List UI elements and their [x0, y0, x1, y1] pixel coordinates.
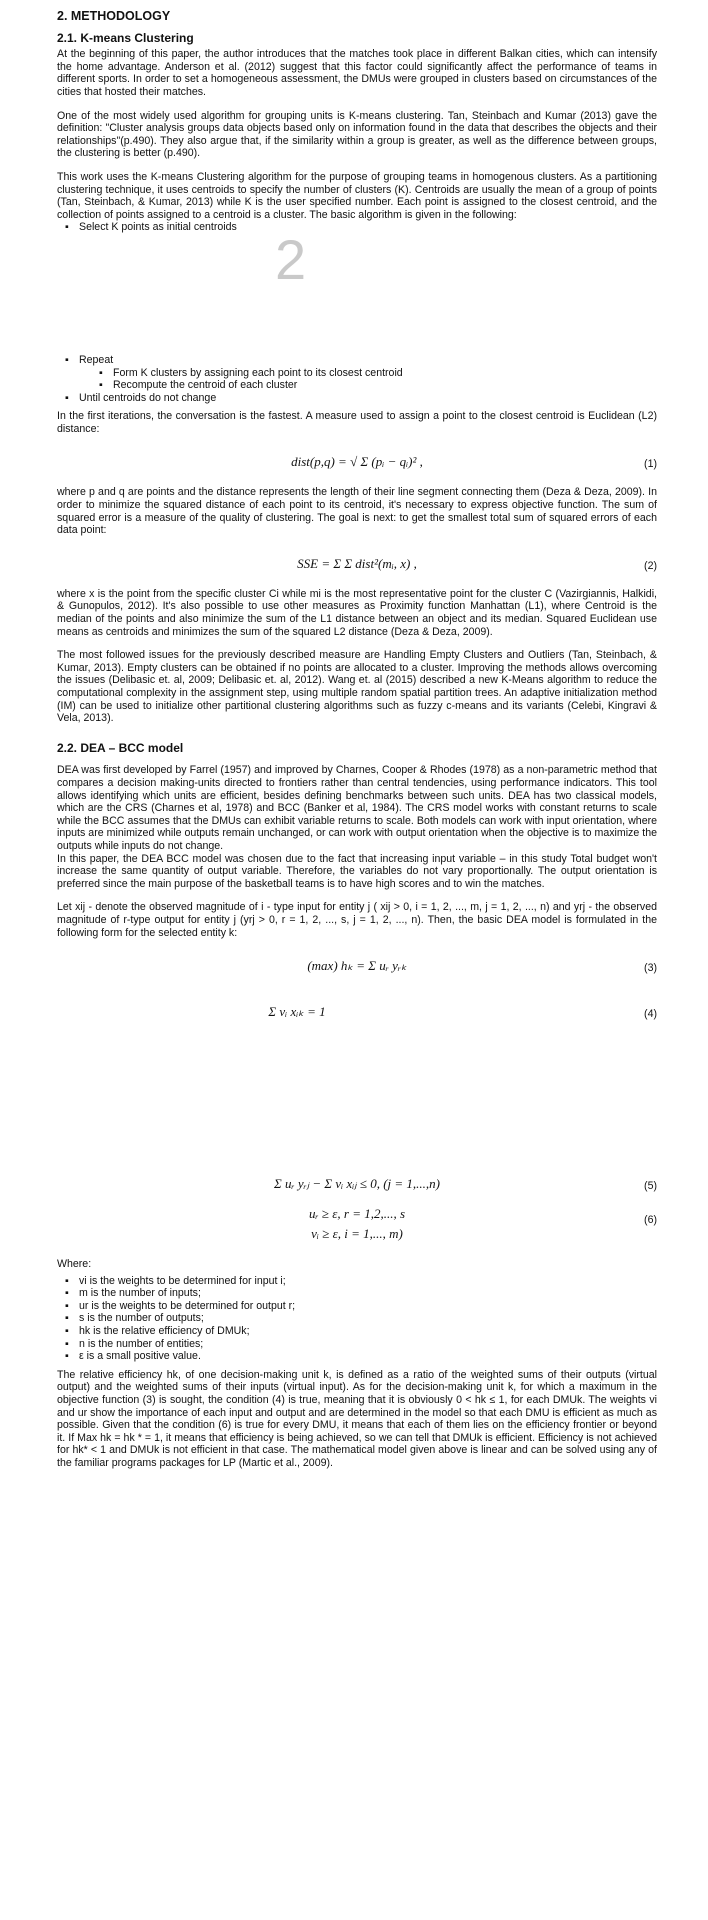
paper-page — [57, 10, 657, 1481]
equation-3-body: (max) hₖ = Σ uᵣ yᵣₖ — [307, 958, 407, 974]
definition-item: ▪ vi is the weights to be determined for input i; — [57, 1275, 657, 1288]
definition-item: ▪ ur is the weights to be determined for output r; — [57, 1300, 657, 1313]
kmeans-paragraph-6: where x is the point from the specific cluster Ci while mi is the most representative point for the cluster C (Vazirgiannis, Halkidi, & Gunopulos, 2012). It's also possible to use other measures as Proximity function Manhattan (L1), where Centroid is the median of the points and also minimize the sum of the L1 distance between an object and its median. Squared Euclidean use means as centroids and minimizes the sum of the squared L2 distance (Deza & Deza, 2009). — [57, 587, 657, 638]
equation-2-body: SSE = Σ Σ dist²(mᵢ, x) , — [297, 555, 417, 571]
algorithm-step-recompute: ▪ Recompute the centroid of each cluster — [57, 379, 657, 392]
equation-5-body: Σ uᵣ yᵣⱼ − Σ vᵢ xᵢⱼ ≤ 0, (j = 1,...,n) — [273, 1176, 441, 1192]
equation-6-line-a: uᵣ ≥ ε, r = 1,2,..., s — [308, 1206, 406, 1222]
algorithm-step-repeat: ▪ Repeat — [57, 354, 657, 367]
blank-area — [57, 1036, 657, 1168]
kmeans-paragraph-1: At the beginning of this paper, the author introduces that the matches took place in different Balkan cities, which can intensify the home advantage. Anderson et al. (2012) suggest that this factor could significantly affect the performance of teams in different sports. In order to set a homogeneous assessment, the DMUs were grouped in clusters based on circumstances of the cities that hosted their matches. — [57, 48, 657, 98]
equation-4-number: (4) — [644, 1008, 657, 1021]
equation-6 — [57, 1208, 657, 1252]
equation-4 — [0, 996, 657, 1036]
kmeans-paragraph-2: One of the most widely used algorithm for grouping units is K-means clustering. Tan, Steinbach and Kumar (2013) gave the definition: "Cluster analysis groups data objects based only on information found in the data that describes the objects and their relationships"(p.490). They also argue that, if the similarity within a group is greater, as well as the difference between groups, the clustering is better (p.490). — [57, 109, 657, 160]
dea-paragraph-2: In this paper, the DEA BCC model was chosen due to the fact that increasing input variable – in this study Total budget won't increase the same quantity of output variable. Therefore, the variables do not vary proportionally. The output orientation is preferred since the main purpose of the basketball teams is to have high scores and to win the matches. — [57, 852, 657, 890]
definition-item: ▪ ε is a small positive value. — [57, 1350, 657, 1363]
section-heading: 2. METHODOLOGY — [57, 9, 171, 23]
equation-5-number: (5) — [644, 1180, 657, 1193]
equation-1 — [57, 446, 657, 486]
algorithm-step-select: ▪ Select K points as initial centroids — [57, 221, 657, 234]
equation-2-number: (2) — [644, 559, 657, 572]
definition-item: ▪ hk is the relative efficiency of DMUk; — [57, 1325, 657, 1338]
kmeans-paragraph-3: This work uses the K-means Clustering algorithm for the purpose of grouping teams in homogenous clusters. As a partitioning clustering technique, it uses centroids to specify the number of clusters (K). Centroids are usually the mean of a group of points (Tan, Steinbach, & Kumar, 2013) while K is the user specified number. Each point is assigned to the closest centroid, and the collection of points assigned to a centroid is a cluster. The basic algorithm is given in the following: — [57, 170, 657, 221]
algorithm-step-form: ▪ Form K clusters by assigning each point to its closest centroid — [57, 367, 657, 380]
definition-item: ▪ s is the number of outputs; — [57, 1312, 657, 1325]
equation-2 — [57, 548, 657, 588]
dea-paragraph-4: The relative efficiency hk, of one decision-making unit k, is defined as a ratio of the weighted sums of their outputs (virtual output) and the weighted sums of their inputs (virtual input). As for the decision-making unit k, for which a maximum in the objective function (3) is sought, the condition (4) is true, meaning that it is obviously 0 < hk ≤ 1, for each DMUk. The weights vi and ur show the importance of each input and output and are determined in the model so that each DMU is efficient as much as possible. Given that the condition (6) is true for every DMU, it means that each of them lies on the efficiency frontier or beyond it. If Max hk = hk * = 1, it means that efficiency is being achieved, so we can tell that DMUk is efficient. Efficiency is not achieved for hk* < 1 and DMUk is not efficient in that case. The mathematical model given above is linear and can be solved using any of the familiar programs packages for LP (Martic et al., 2009). — [57, 1368, 657, 1469]
kmeans-heading: 2.1. K-means Clustering — [57, 30, 194, 45]
equation-1-number: (1) — [644, 458, 657, 471]
kmeans-paragraph-5: where p and q are points and the distance represents the length of their line segment connecting them (Deza & Deza, 2009). In order to minimize the squared distance of each point to its centroid, it's necessary to express objective function. The sum of squared error is a measure of the quality of clustering. The goal is next: to get the smallest total sum of squared errors of each data point: — [57, 486, 657, 537]
equation-3 — [57, 950, 657, 990]
dea-paragraph-1: DEA was first developed by Farrel (1957) and improved by Charnes, Cooper & Rhodes (1978) as a non-parametric method that compares a decision making-units directed to frontiers rather than central tendencies, using performance indicators. This tool allows identifying which units are efficient, besides defining benchmarks between such units. DEA has two classical models, which are the CRS (Charnes et al, 1978) and BCC (Banker et al, 1984). The CRS model works with constant returns to scale while the BCC assumes that the DMUs can exhibit variable returns to scale. Both models can work with input orientation, where inputs are minimized while outputs remain unchanged, or can work with output orientation when the objective is to maximize the outputs while inputs do not change. — [57, 764, 657, 852]
equation-5 — [57, 1168, 657, 1208]
definition-item: ▪ m is the number of inputs; — [57, 1287, 657, 1300]
dea-paragraph-3: Let xij - denote the observed magnitude of i - type input for entity j ( xij > 0, i = 1, 2, ..., m, j = 1, 2, ..., n) and yrj - the observed magnitude of r-type output for entity j (yrj > 0, r = 1, 2, ..., s, j = 1, 2, ..., n). Then, the basic DEA model is formulated in the following form for the selected entity k: — [57, 901, 657, 939]
equation-6-number: (6) — [644, 1214, 657, 1227]
equation-3-number: (3) — [644, 962, 657, 975]
page-number-mark: 2 — [275, 227, 307, 291]
definition-item: ▪ n is the number of entities; — [57, 1338, 657, 1351]
equation-4-body: Σ vᵢ xᵢₖ = 1 — [268, 1004, 326, 1020]
where-label: Where: — [57, 1258, 92, 1271]
kmeans-paragraph-4: In the first iterations, the conversation is the fastest. A measure used to assign a point to the closest centroid is Euclidean (L2) distance: — [57, 410, 657, 435]
kmeans-paragraph-7: The most followed issues for the previously described measure are Handling Empty Clusters and Outliers (Tan, Steinbach, & Kumar, 2013). Empty clusters can be obtained if no points are allocated to a cluster. Improving the methods allows overcoming the issues (Delibasic et. al, 2009; Delibasic et. al, 2012). Wang et. al (2015) described a new K-Means algorithm to reduce the computational complexity in the assignment step, using multiple random spatial partition trees. An adaptive initialization method (IM) can be used to initialize other partitional clustering algorithms such as fuzzy c-means and its variants (Celebi, Kingravi & Vela, 2013). — [57, 649, 657, 725]
dea-heading: 2.2. DEA – BCC model — [57, 740, 184, 755]
algorithm-step-until: ▪ Until centroids do not change — [57, 392, 657, 405]
equation-1-body: dist(p,q) = √ Σ (pᵢ − qᵢ)² , — [291, 454, 423, 470]
equation-6-line-b: vᵢ ≥ ε, i = 1,..., m) — [311, 1226, 403, 1242]
